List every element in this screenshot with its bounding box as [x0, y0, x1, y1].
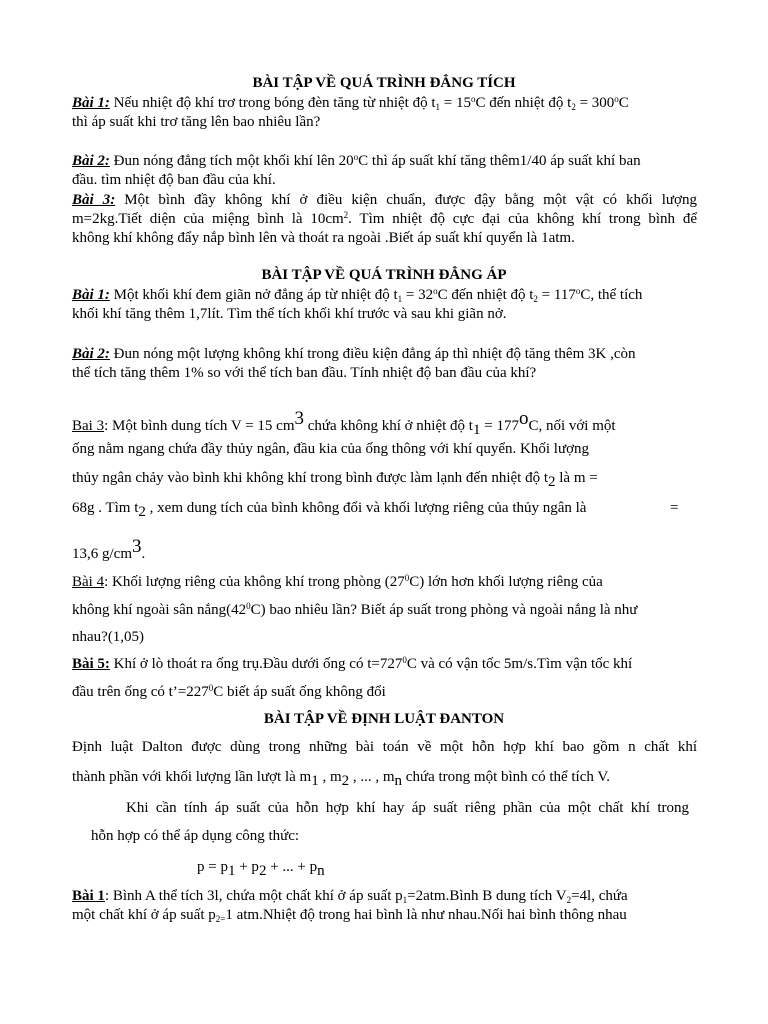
- text: =2atm.Bình B dung tích V: [407, 888, 567, 904]
- text: đầu trên ống có t’=227: [72, 684, 209, 700]
- exercise-label: Bai 3: [72, 418, 105, 434]
- isochoric-ex2-line1: [72, 152, 697, 170]
- text: không khí ngoài sân nắng(42: [72, 602, 247, 618]
- text: : Khối lượng riêng của không khí trong phòng (27: [104, 574, 405, 590]
- text: Nếu nhiệt độ khí trơ trong bóng đèn tăng từ nhiệt độ t: [109, 95, 436, 111]
- subscript: n: [394, 773, 403, 789]
- text: là m =: [555, 470, 598, 486]
- subscript: =: [220, 914, 226, 924]
- text: =: [670, 500, 679, 516]
- text: m=2kg.Tiết diện của miệng bình là 10cm: [72, 211, 344, 227]
- superscript: o: [471, 94, 476, 104]
- text: chứa không khí ở nhiệt độ t: [304, 418, 473, 434]
- text: , m: [318, 769, 342, 785]
- text: , ... , m: [349, 769, 395, 785]
- subscript: 2: [341, 773, 350, 789]
- text: Một bình đầy không khí ở điều kiện chuẩn, được đậy bằng một vật có khối lượng: [115, 192, 697, 208]
- text: thành phần với khối lượng lần lượt là m: [72, 769, 312, 785]
- dalton-usage-line2: hỗn hợp có thể áp dụng công thức:: [91, 828, 300, 844]
- text: C) bao nhiêu lần? Biết áp suất trong phòng và ngoài nắng là như: [250, 602, 638, 618]
- isobaric-ex1-line1: [72, 286, 697, 304]
- isobaric-ex4-line3: nhau?(1,05): [72, 629, 145, 645]
- text: Một khối khí đem giãn nở đẳng áp từ nhiệt độ t: [109, 287, 398, 303]
- subscript: n: [317, 863, 325, 879]
- text: p = p: [197, 859, 228, 875]
- exercise-label: Bài 5:: [72, 656, 110, 672]
- dalton-ex1-line2: [72, 906, 697, 924]
- subscript: 2: [548, 474, 556, 490]
- text: C, nối với một: [528, 418, 616, 434]
- isobaric-ex2-line2: thể tích tăng thêm 1% so với thể tích ban đầu. Tính nhiệt độ ban đầu của khí?: [72, 365, 537, 381]
- isobaric-ex3-line5: [72, 536, 697, 565]
- isobaric-ex3-line2: ống nằm ngang chứa đầy thủy ngân, đầu kia của ống thông với khí quyển. Khối lượng: [72, 441, 590, 457]
- text: . Tìm nhiệt độ cực đại của không khí trong bình để: [348, 211, 697, 227]
- isobaric-ex5-line2: [72, 683, 697, 701]
- isochoric-ex2-line2: đầu. tìm nhiệt độ ban đầu của khí.: [72, 172, 276, 188]
- isochoric-ex1-line1: [72, 94, 697, 112]
- isobaric-ex4-line2: [72, 601, 697, 619]
- subscript: 2: [533, 294, 538, 304]
- text: = 117: [537, 287, 576, 303]
- text: Đun nóng đẳng tích một khối khí lên 20: [109, 153, 354, 169]
- text: C thì áp suất khí tăng thêm1/40 áp suất khí ban: [358, 153, 641, 169]
- exercise-label: Bài 3:: [72, 192, 116, 208]
- text: = 300: [575, 95, 615, 111]
- superscript: o: [575, 286, 581, 296]
- text: + ... + p: [266, 859, 318, 875]
- text: =4l, chứa: [571, 888, 628, 904]
- text: C, thể tích: [580, 287, 643, 303]
- subscript: 2: [258, 863, 267, 879]
- subscript: 2: [215, 914, 221, 924]
- dalton-ex1-line1: [72, 887, 697, 905]
- text: .: [141, 546, 146, 562]
- superscript: 0: [208, 683, 214, 693]
- text: C đến nhiệt độ t: [437, 287, 534, 303]
- dalton-intro-line1: Định luật Dalton được dùng trong những bài toán về một hỗn hợp khí bao gồm n chất khí: [72, 739, 697, 755]
- section-title-isochoric: BÀI TẬP VỀ QUÁ TRÌNH ĐẲNG TÍCH: [252, 75, 516, 91]
- isochoric-ex3-line3: không khí không đẩy nắp bình lên và thoát ra ngoài .Biết áp suất khí quyển là 1atm.: [72, 230, 575, 246]
- superscript: o: [614, 94, 619, 104]
- text: 68g . Tìm t: [72, 500, 139, 516]
- text: Khí ở lò thoát ra ống trụ.Đầu dưới ống có t=727: [109, 656, 403, 672]
- isochoric-ex1-line2: thì áp suất khi trơ tăng lên bao nhiêu lần?: [72, 114, 321, 130]
- subscript: 1: [397, 294, 403, 304]
- subscript: 2: [571, 102, 576, 112]
- subscript: 2: [566, 895, 572, 905]
- text: chứa trong một bình có thể tích V.: [402, 769, 611, 785]
- text: , xem dung tích của bình không đổi và khối lượng riêng của thủy ngân là: [145, 500, 587, 516]
- superscript: 3: [132, 536, 142, 557]
- superscript: o: [518, 408, 529, 429]
- subscript: 1: [311, 773, 319, 789]
- exercise-label: Bài 4: [72, 574, 105, 590]
- exercise-label: Bài 1:: [72, 95, 110, 111]
- text: một chất khí ở áp suất p: [72, 907, 216, 923]
- text: Đun nóng một lượng không khí trong điều kiện đẳng áp thì nhiệt độ tăng thêm 3K ,còn: [109, 346, 636, 362]
- subscript: 1: [472, 422, 481, 438]
- section-title-isobaric: BÀI TẬP VỀ QUÁ TRÌNH ĐẲNG ÁP: [261, 267, 507, 283]
- text: 1 atm.Nhiệt độ trong hai bình là như nhau.Nối hai bình thông nhau: [225, 907, 627, 923]
- subscript: 1: [435, 102, 441, 112]
- section-title-dalton: BÀI TẬP VỀ ĐỊNH LUẬT ĐANTON: [263, 711, 505, 727]
- text: + p: [235, 859, 259, 875]
- dalton-usage-line1: Khi cần tính áp suất của hỗn hợp khí hay áp suất riêng phần của một chất khí trong: [126, 800, 689, 816]
- text: : Một bình dung tích V = 15 cm: [104, 418, 295, 434]
- superscript: 3: [294, 408, 305, 429]
- isobaric-ex1-line2: khối khí tăng thêm 1,7lít. Tìm thể tích khối khí trước và sau khi giãn nở.: [72, 306, 507, 322]
- isobaric-ex4-line1: [72, 573, 697, 591]
- exercise-label: Bài 2:: [72, 153, 110, 169]
- isobaric-ex5-line1: [72, 655, 697, 673]
- exercise-label: Bài 1: [72, 888, 105, 904]
- isobaric-ex2-line1: [72, 345, 697, 363]
- isochoric-ex3-line2: [72, 210, 697, 228]
- superscript: 2: [343, 210, 349, 220]
- subscript: 1: [402, 895, 408, 905]
- isobaric-ex3-line4: [72, 499, 697, 521]
- superscript: 0: [404, 573, 410, 583]
- text: C biết áp suất ống không đổi: [213, 684, 386, 700]
- text: C và có vận tốc 5m/s.Tìm vận tốc khí: [406, 656, 633, 672]
- subscript: 2: [138, 504, 146, 520]
- isobaric-ex3-line1: [72, 408, 697, 441]
- superscript: o: [353, 152, 359, 162]
- superscript: 0: [402, 655, 407, 665]
- text: = 177: [480, 418, 519, 434]
- subscript: 1: [227, 863, 236, 879]
- text: C đến nhiệt độ t: [475, 95, 572, 111]
- exercise-label: Bài 1:: [72, 287, 110, 303]
- isochoric-ex3-line1: [72, 191, 697, 209]
- dalton-formula: [197, 858, 768, 880]
- dalton-intro-line2: [72, 768, 697, 790]
- text: = 32: [402, 287, 434, 303]
- text: C: [618, 95, 629, 111]
- text: thủy ngân chảy vào bình khi không khí trong bình được làm lạnh đến nhiệt độ t: [72, 470, 548, 486]
- text: 13,6 g/cm: [72, 546, 132, 562]
- superscript: o: [433, 286, 438, 296]
- text: = 15: [440, 95, 471, 111]
- exercise-label: Bài 2:: [72, 346, 110, 362]
- text: : Bình A thể tích 3l, chứa một chất khí ở áp suất p: [104, 888, 403, 904]
- superscript: 0: [246, 601, 251, 611]
- isobaric-ex3-line3: [72, 469, 697, 491]
- text: C) lớn hơn khối lượng riêng của: [409, 574, 603, 590]
